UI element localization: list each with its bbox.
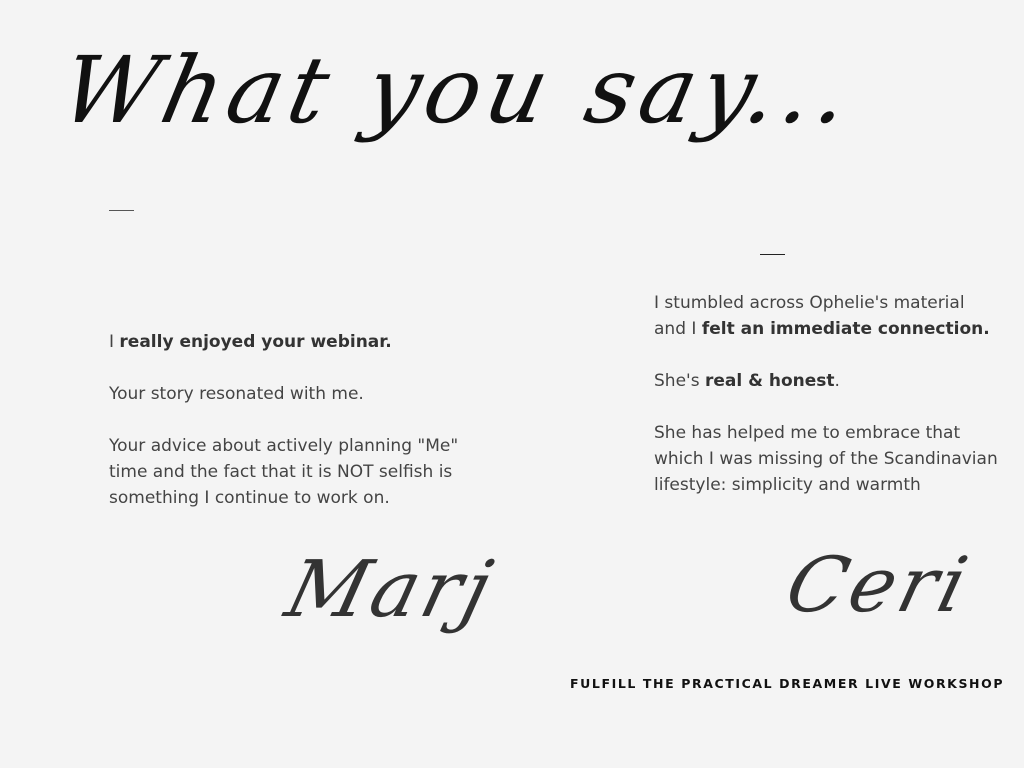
divider-left — [109, 210, 134, 211]
testimonial-paragraph — [654, 420, 999, 498]
text-run: I stumbled across Ophelie's material and I — [654, 293, 965, 339]
page-heading: What you say... — [51, 37, 865, 144]
testimonial-paragraph — [654, 290, 999, 342]
text-run: Your advice about actively planning "Me" time and the fact that it is NOT selfish is something I continue to work on. — [109, 436, 459, 508]
testimonial-paragraph — [654, 368, 999, 394]
text-run: She has helped me to embrace that which I was missing of the Scandinavian lifestyle: simplicity and warmth — [654, 423, 998, 495]
text-run: She's — [654, 371, 705, 391]
text-run-bold: really enjoyed your webinar. — [119, 332, 392, 352]
text-run: I — [109, 332, 120, 352]
divider-right — [760, 254, 785, 255]
signature-marj: Marj — [277, 545, 504, 635]
testimonial-left — [109, 329, 489, 511]
testimonial-right — [654, 290, 999, 498]
testimonial-paragraph — [109, 329, 489, 355]
text-run: Your story resonated with me. — [109, 384, 364, 404]
footer-workshop-title: FULFILL THE PRACTICAL DREAMER LIVE WORKSHOP — [570, 676, 1005, 691]
testimonial-paragraph — [109, 433, 489, 511]
signature-ceri: Ceri — [777, 540, 980, 629]
text-run: . — [834, 371, 840, 391]
text-run-bold: felt an immediate connection. — [701, 319, 990, 339]
testimonial-paragraph — [109, 381, 489, 407]
text-run-bold: real & honest — [704, 371, 835, 391]
